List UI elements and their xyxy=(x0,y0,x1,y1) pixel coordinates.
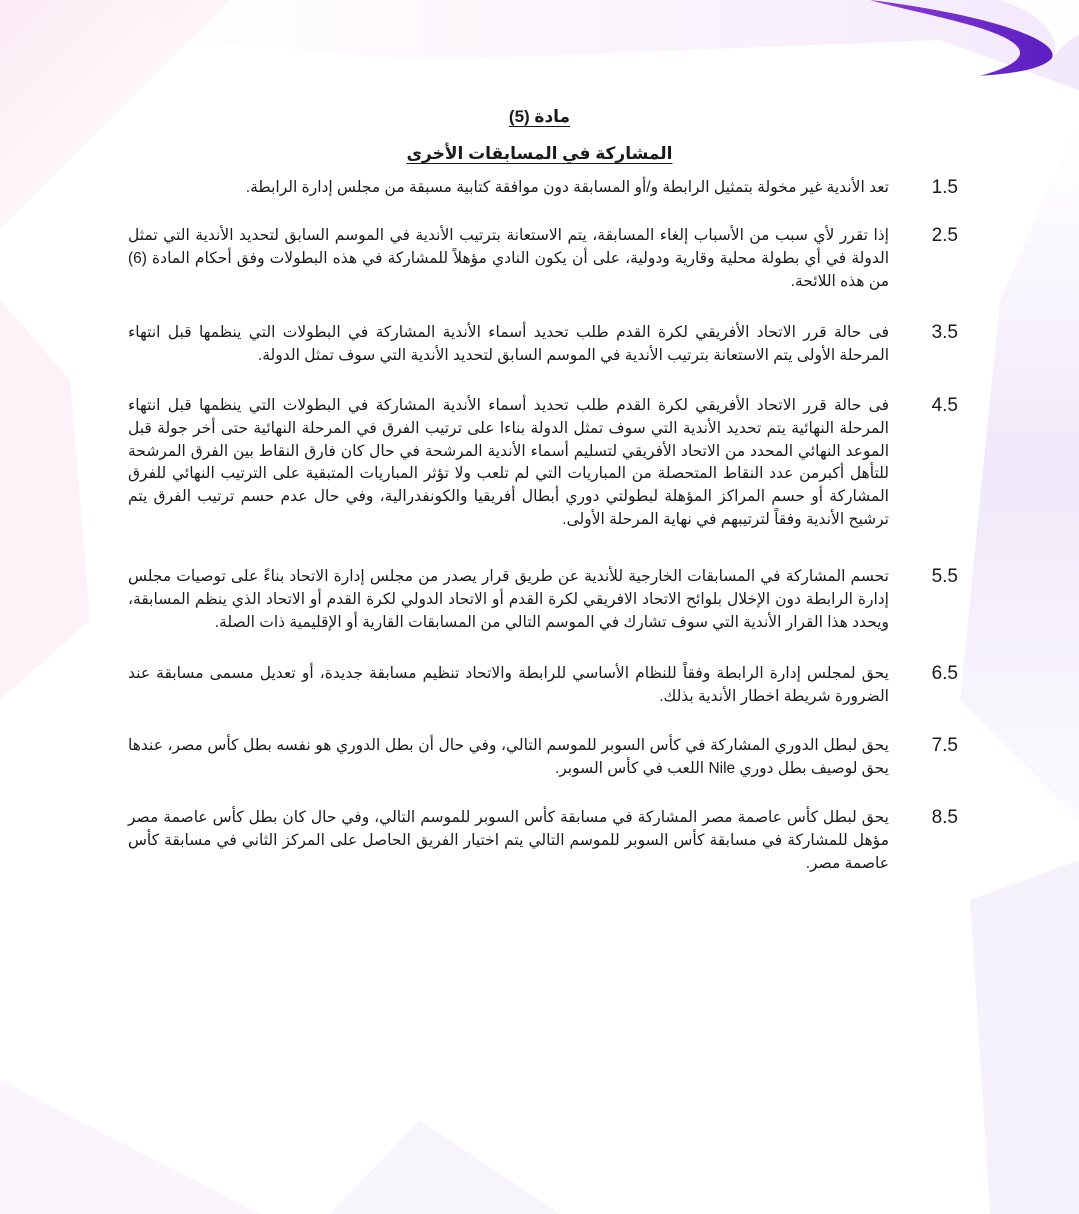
clause-text: يحق لبطل الدوري المشاركة في كأس السوبر للموسم التالي، وفي حال أن بطل الدوري هو نفسه بطل كأس مصر، عندها يحق لوصيف بطل دوري Nile اللعب في كأس السوبر. xyxy=(128,737,889,777)
clause-text: فى حالة قرر الاتحاد الأفريقي لكرة القدم طلب تحديد أسماء الأندية المشاركة في البطولات التي ينظمها قبل انتهاء المرحلة الأولى يتم الاستعانة بترتيب الأندية في الموسم السابق لتحديد الأندية التي سوف تمثل الدولة. xyxy=(128,324,889,364)
clause-number: 8.5 xyxy=(931,807,958,828)
clause-number: 6.5 xyxy=(931,663,958,684)
clause-number: 5.5 xyxy=(931,566,958,587)
clause-number: 2.5 xyxy=(931,225,958,246)
section-title: المشاركة في المسابقات الأخرى xyxy=(406,144,673,163)
article-title: مادة (5) xyxy=(508,107,571,126)
clause-text: يحق لبطل كأس عاصمة مصر المشاركة في مسابقة كأس السوبر للموسم التالي، وفي حال كان بطل كأس عاصمة مصر مؤهل للمشاركة في مسابقة كأس السوبر للموسم التالي يتم اختيار الفريق الحاصل على المركز الثاني في مسابقة كأس عاصمة مصر. xyxy=(128,809,889,872)
clause-number: 3.5 xyxy=(931,322,958,343)
clause-text: تعد الأندية غير مخولة بتمثيل الرابطة و/أو المسابقة دون موافقة كتابية مسبقة من مجلس إدارة الرابطة. xyxy=(245,179,889,196)
clause-text: تحسم المشاركة في المسابقات الخارجية للأندية عن طريق قرار يصدر من مجلس إدارة الاتحاد بناءً على توصيات مجلس إدارة الرابطة دون الإخلال بلوائح الاتحاد الافريقي لكرة القدم أو الاتحاد الدولي لكرة القدم أو الاتحاد الذي ينظم المسابقة، ويحدد هذا القرار الأندية التي سوف تشارك في الموسم التالي من المسابقات القارية أو الإقليمية ذات الصلة. xyxy=(128,568,889,631)
clause-number: 1.5 xyxy=(931,177,958,198)
clause-number: 7.5 xyxy=(931,735,958,756)
clause-text: يحق لمجلس إدارة الرابطة وفقاً للنظام الأساسي للرابطة والاتحاد تنظيم مسابقة جديدة، أو تعديل مسمى مسابقة عند الضرورة شريطة اخطار الأندية بذلك. xyxy=(128,665,889,705)
clause-text: فى حالة قرر الاتحاد الأفريقي لكرة القدم طلب تحديد أسماء الأندية المشاركة في البطولات التي ينظمها قبل انتهاء المرحلة النهائية يتم تحديد الأندية التي سوف تمثل الدولة بناءا على ترتيب الفرق في المرحلة النهائية حتى أخر جولة قبل الموعد النهائي المحدد من الاتحاد الأفريقي لتسليم أسماء الأندية المرشحة في حال كان فارق النقاط بين الفرق المرشحة للتأهل أكبرمن عدد النقاط المتحصلة من المباريات التي لم تلعب ولا تؤثر المباريات المتبقية على الترتيب النهائي للفرق المشاركة أو حسم المراكز المؤهلة لبطولتي دوري أبطال أفريقيا والكونفدرالية، وفي حال عدم حسم ترتيب الفرق يتم ترشيح الأندية وفقاً لترتيبهم في نهاية المرحلة الأولى. xyxy=(128,397,889,528)
clause-text: إذا تقرر لأي سبب من الأسباب إلغاء المسابقة، يتم الاستعانة بترتيب الأندية في الموسم السابق لتحديد الأندية التي تمثل الدولة في أي بطولة محلية وقارية ودولية، على أن يكون النادي مؤهلاً للمشاركة في هذه البطولات وفق أحكام المادة (6) من هذه اللائحة. xyxy=(128,227,889,290)
clause-number: 4.5 xyxy=(931,395,958,416)
